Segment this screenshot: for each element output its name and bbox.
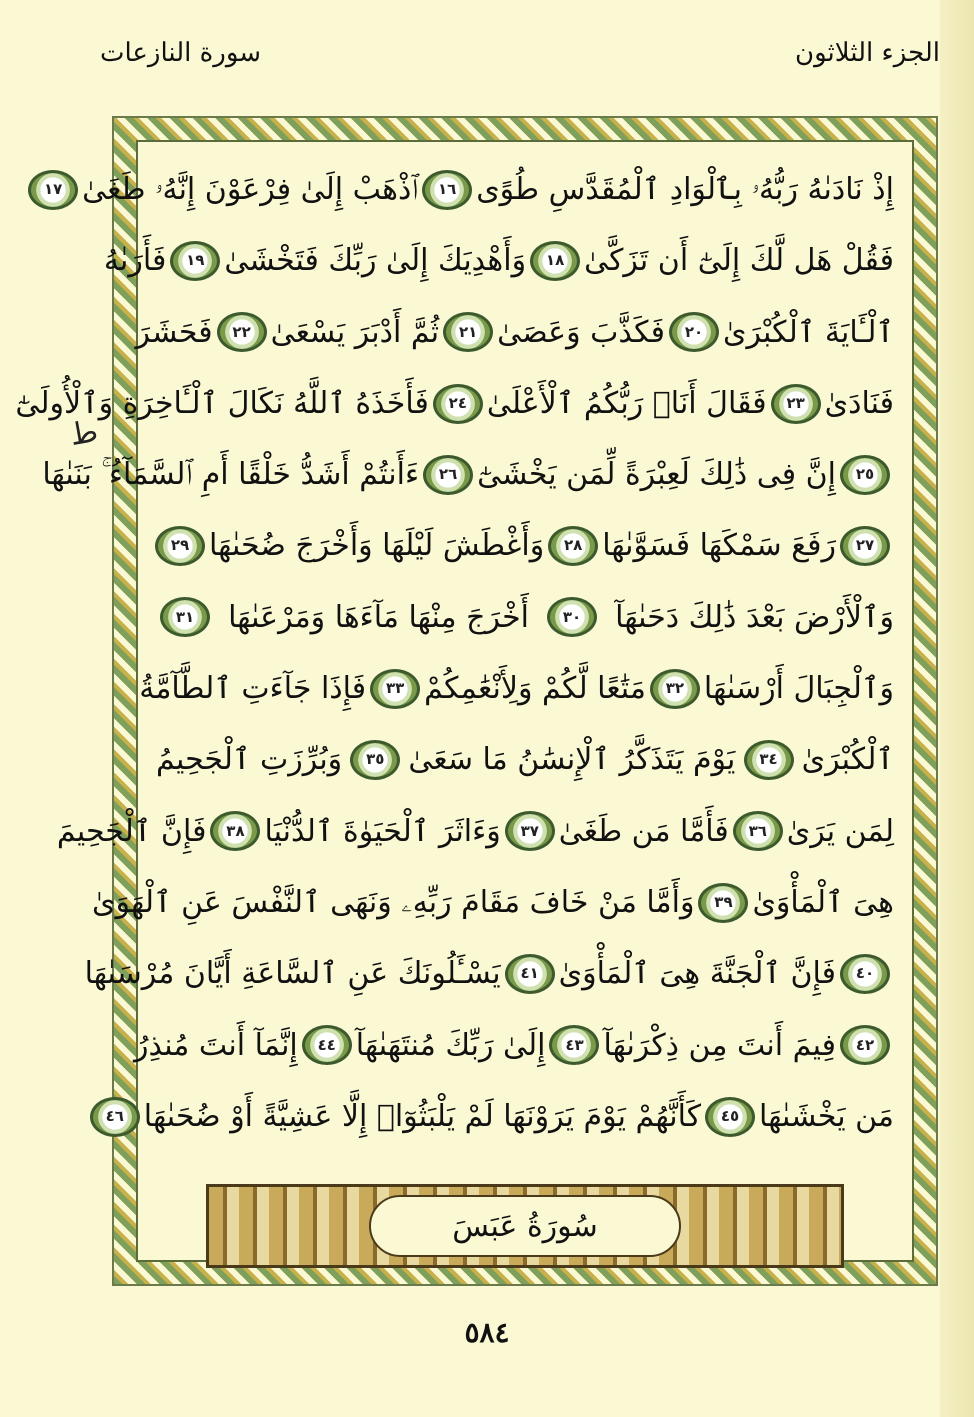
verse-text: فَأَخَذَهُ ٱللَّهُ نَكَالَ ٱلْـَٔاخِرَةِ وَٱلْأُولَىٰٓ bbox=[15, 385, 429, 421]
ayah-number-marker: ٣٥ bbox=[350, 740, 400, 780]
verse-text: ٱلْـَٔايَةَ ٱلْكُبْرَىٰ bbox=[723, 314, 894, 350]
verse-text: فَحَشَرَ bbox=[135, 314, 213, 350]
verse-text: ٱلْكُبْرَىٰ bbox=[801, 742, 894, 778]
verse-text: وَأَمَّا مَنْ خَافَ مَقَامَ رَبِّهِۦ وَنَهَى ٱلنَّفْسَ عَنِ ٱلْهَوَىٰ bbox=[92, 884, 695, 920]
verse-text: فَقَالَ أَنَا۠ رَبُّكُمُ ٱلْأَعْلَىٰ bbox=[486, 385, 767, 421]
ayah-number-marker: ٢٩ bbox=[155, 526, 205, 566]
ornamental-frame bbox=[15, 116, 938, 1286]
ayah-number-marker: ٣٢ bbox=[650, 669, 700, 709]
ayah-number-marker: ٢٤ bbox=[433, 384, 483, 424]
verse-text: لِمَن يَرَىٰ bbox=[786, 813, 894, 849]
verse-text: فَإِذَا جَآءَتِ ٱلطَّآمَّةُ bbox=[139, 671, 367, 707]
ayah-number-marker: ٢٧ bbox=[840, 526, 890, 566]
verse-line bbox=[156, 724, 894, 795]
verse-text: إِلَىٰ رَبِّكَ مُنتَهَىٰهَآ bbox=[355, 1027, 546, 1063]
verse-text: ٱذْهَبْ إِلَىٰ فِرْعَوْنَ إِنَّهُۥ طَغَىٰ bbox=[82, 172, 419, 207]
verse-line bbox=[105, 1081, 894, 1152]
verse-text: فَنَادَىٰ bbox=[824, 385, 894, 421]
verse-text-area bbox=[15, 154, 894, 1152]
verse-line bbox=[43, 154, 894, 225]
ayah-number-marker: ٣٦ bbox=[733, 811, 783, 851]
ayah-number-marker: ٢٦ bbox=[423, 455, 473, 495]
page-number: ٥٨٤ bbox=[464, 1316, 510, 1349]
next-surah-title: سُورَةُ عَبَسَ bbox=[369, 1195, 681, 1257]
verse-text: ثُمَّ أَدْبَرَ يَسْعَىٰ bbox=[270, 314, 440, 350]
ayah-number-marker: ٢٣ bbox=[771, 384, 821, 424]
verse-text: يَوْمَ يَتَذَكَّرُ ٱلْإِنسَٰنُ مَا سَعَىٰ bbox=[408, 742, 736, 778]
ayah-number-marker: ٣٩ bbox=[698, 883, 748, 923]
ayah-number-marker: ٢٨ bbox=[548, 526, 598, 566]
verse-text: مَن يَخْشَىٰهَا bbox=[759, 1098, 894, 1134]
verse-text: فَأَمَّا مَن طَغَىٰ bbox=[558, 813, 729, 849]
ayah-number-marker: ٤٢ bbox=[840, 1025, 890, 1065]
verse-text: كَأَنَّهُمْ يَوْمَ يَرَوْنَهَا لَمْ يَلْبَثُوٓا۟ إِلَّا عَشِيَّةً أَوْ ضُحَىٰهَا bbox=[143, 1098, 702, 1134]
verse-text: رَفَعَ سَمْكَهَا فَسَوَّىٰهَا bbox=[602, 528, 836, 564]
ayah-number-marker: ٢٥ bbox=[840, 455, 890, 495]
ayah-number-marker: ٢٠ bbox=[669, 312, 719, 352]
ayah-number-marker: ٤٠ bbox=[840, 954, 890, 994]
verse-text: فِيمَ أَنتَ مِن ذِكْرَىٰهَآ bbox=[603, 1027, 836, 1063]
verse-text: فَإِنَّ ٱلْجَنَّةَ هِىَ ٱلْمَأْوَىٰ bbox=[558, 956, 836, 992]
ayah-number-marker: ٤٤ bbox=[302, 1025, 352, 1065]
ayah-number-marker: ١٩ bbox=[170, 241, 220, 281]
verse-text: وَأَهْدِيَكَ إِلَىٰ رَبِّكَ فَتَخْشَىٰ bbox=[224, 243, 527, 279]
verse-text: فَأَرَىٰهُ bbox=[103, 243, 167, 279]
verse-text: فَكَذَّبَ وَعَصَىٰ bbox=[497, 314, 665, 350]
margin-mark: ط bbox=[67, 413, 101, 454]
ayah-number-marker: ١٨ bbox=[530, 241, 580, 281]
verse-text: إِنَّمَآ أَنتَ مُنذِرُ bbox=[134, 1027, 298, 1063]
surah-banner bbox=[206, 1184, 844, 1268]
verse-line bbox=[15, 368, 894, 439]
verse-text: مَتَٰعًا لَّكُمْ وَلِأَنْعَٰمِكُمْ bbox=[424, 671, 646, 707]
verse-text: هِىَ ٱلْمَأْوَىٰ bbox=[752, 884, 894, 920]
ayah-number-marker: ٣٧ bbox=[505, 811, 555, 851]
verse-text: وَأَغْطَشَ لَيْلَهَا وَأَخْرَجَ ضُحَىٰهَا bbox=[208, 528, 545, 564]
juz-title: الجزء الثلاثون bbox=[794, 38, 940, 68]
verse-text: إِذْ نَادَىٰهُ رَبُّهُۥ بِٱلْوَادِ ٱلْمُقَدَّسِ طُوًى bbox=[476, 172, 894, 207]
verse-text: فَإِنَّ ٱلْجَحِيمَ bbox=[56, 813, 207, 849]
ayah-number-marker: ٣٨ bbox=[210, 811, 260, 851]
ayah-number-marker: ٣٣ bbox=[370, 669, 420, 709]
verse-line bbox=[84, 938, 894, 1009]
surah-title: سورة النازعات bbox=[100, 38, 262, 68]
verse-line bbox=[139, 653, 894, 724]
verse-text: وَبُرِّزَتِ ٱلْجَحِيمُ bbox=[156, 742, 343, 778]
verse-text: وَءَاثَرَ ٱلْحَيَوٰةَ ٱلدُّنْيَا bbox=[264, 813, 501, 849]
verse-line bbox=[103, 225, 894, 296]
verse-line bbox=[135, 297, 894, 368]
verse-line bbox=[92, 867, 894, 938]
verse-text: إِنَّ فِى ذَٰلِكَ لَعِبْرَةً لِّمَن يَخْشَىٰٓ bbox=[477, 457, 836, 493]
ayah-number-marker: ٤٦ bbox=[90, 1097, 140, 1137]
verse-text: فَقُلْ هَل لَّكَ إِلَىٰٓ أَن تَزَكَّىٰ bbox=[584, 243, 894, 279]
page-edge bbox=[940, 0, 974, 1417]
ayah-number-marker: ٢١ bbox=[443, 312, 493, 352]
verse-line bbox=[134, 1010, 894, 1081]
ayah-number-marker: ٣٤ bbox=[744, 740, 794, 780]
verse-line bbox=[56, 796, 894, 867]
verse-line bbox=[156, 582, 894, 653]
ayah-number-marker: ٤١ bbox=[505, 954, 555, 994]
text-frame bbox=[15, 140, 914, 1262]
ayah-number-marker: ١٦ bbox=[422, 170, 472, 210]
ayah-number-marker: ٣١ bbox=[160, 597, 210, 637]
verse-line bbox=[42, 439, 894, 510]
ayah-number-marker: ١٧ bbox=[28, 170, 78, 210]
ayah-number-marker: ٢٢ bbox=[217, 312, 267, 352]
ayah-number-marker: ٣٠ bbox=[547, 597, 597, 637]
page-header bbox=[100, 30, 940, 80]
verse-line bbox=[156, 510, 894, 581]
verse-text: يَسْـَٔلُونَكَ عَنِ ٱلسَّاعَةِ أَيَّانَ مُرْسَىٰهَا bbox=[84, 956, 501, 992]
ayah-number-marker: ٤٣ bbox=[549, 1025, 599, 1065]
verse-text: وَٱلْأَرْضَ بَعْدَ ذَٰلِكَ دَحَىٰهَآ bbox=[615, 599, 894, 635]
verse-text: أَخْرَجَ مِنْهَا مَآءَهَا وَمَرْعَىٰهَا bbox=[228, 599, 529, 635]
verse-text: ءَأَنتُمْ أَشَدُّ خَلْقًا أَمِ ٱلسَّمَآءُ ۚ بَنَىٰهَا bbox=[42, 457, 420, 493]
ayah-number-marker: ٤٥ bbox=[705, 1097, 755, 1137]
verse-text: وَٱلْجِبَالَ أَرْسَىٰهَا bbox=[703, 671, 894, 707]
